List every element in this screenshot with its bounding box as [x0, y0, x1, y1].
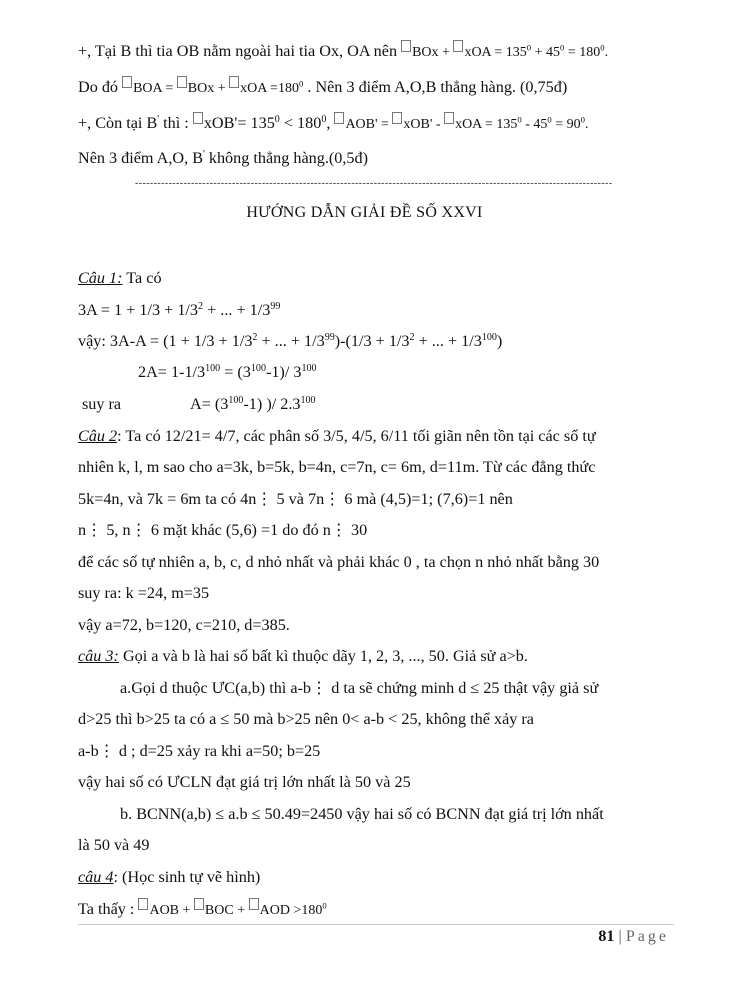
equation-line — [78, 300, 280, 320]
text: -1)/ 3 — [265, 363, 302, 381]
degree-sup: 0 — [600, 42, 605, 53]
question-2-label: Câu 2 — [78, 427, 118, 445]
degree-sup: 0 — [322, 900, 327, 911]
text: + ... + 1/3 — [203, 301, 271, 319]
angle-icon — [229, 76, 239, 88]
text-line: d>25 thì b>25 ta có a ≤ 50 mà b>25 nên 0< a-b < 25, không thể xảy ra — [78, 710, 534, 728]
text: BOx + — [187, 81, 230, 96]
text: BOC + — [204, 903, 249, 918]
exponent: 2 — [198, 300, 204, 312]
equation-line — [138, 362, 317, 382]
page-label: Page — [625, 928, 669, 945]
text: +, Còn tại B — [78, 114, 158, 132]
degree-sup: 0 — [517, 114, 522, 125]
degree-sup: 0 — [560, 42, 565, 53]
equation-line — [190, 394, 316, 414]
text-line: suy ra: k =24, m=35 — [78, 584, 210, 602]
text-line: vậy hai số có ƯCLN đạt giá trị lớn nhất là 50 và 25 — [78, 773, 411, 791]
text: )-(1/3 + 1/3 — [334, 332, 410, 350]
text: : (Học sinh tự vẽ hình) — [113, 868, 261, 886]
text: A= (3 — [190, 395, 229, 413]
footer-separator: | — [618, 928, 622, 945]
line-4 — [78, 148, 368, 168]
prime-sup: ' — [203, 148, 205, 160]
angle-icon — [177, 76, 187, 88]
exponent: 100 — [228, 394, 244, 406]
exponent: 100 — [301, 362, 317, 374]
text: xOA = 135 — [464, 45, 527, 60]
text: Do đó — [78, 78, 123, 96]
question-3-line — [78, 646, 528, 666]
footer-rule — [78, 924, 674, 925]
question-4-label: câu 4 — [78, 868, 114, 886]
degree-sup: 0 — [547, 114, 552, 125]
text: Ta thấy : — [78, 900, 139, 918]
text: + 45 — [531, 45, 561, 60]
text: AOD >180 — [259, 903, 323, 918]
text-line: a.Gọi d thuộc ƯC(a,b) thì a-b⋮ d ta sẽ chứng minh d ≤ 25 thật vậy giả sử — [120, 679, 599, 697]
line-3: +, Còn tại B' thì : $xOB'= 135^0 < 180^0$, AOB' = xOB' - xOA = $135^0 - 45^0 = 90^0$. — [78, 113, 589, 132]
equation-line — [78, 898, 327, 921]
exponent: 100 — [300, 394, 316, 406]
degree-sup: 0 — [274, 113, 280, 125]
exponent: 100 — [205, 362, 221, 374]
exponent: 2 — [252, 331, 258, 343]
text: +, Tại B thì tia OB nằm ngoài hai tia Ox, OA nên — [78, 42, 402, 60]
angle-icon — [401, 40, 411, 52]
text: < 180 — [279, 114, 322, 132]
text: không thẳng hàng.(0,5đ) — [204, 149, 369, 167]
text: -1) )/ 2.3 — [243, 395, 301, 413]
section-heading: HƯỚNG DẪN GIẢI ĐỀ SỐ XXVI — [246, 204, 483, 221]
text: . Nên 3 điểm A,O,B thẳng hàng. (0,75đ) — [303, 78, 568, 96]
exponent: 100 — [481, 331, 497, 343]
text: AOB + — [149, 903, 194, 918]
text-line: nhiên k, l, m sao cho a=3k, b=5k, b=4n, c=7n, c= 6m, d=11m. Từ các đẳng thức — [78, 458, 596, 476]
line-2 — [78, 76, 567, 99]
text: AOB' = — [345, 117, 393, 132]
angle-icon — [194, 898, 204, 910]
text: ) — [496, 332, 503, 350]
angle-icon — [334, 112, 344, 124]
text-line: a-b⋮ d ; d=25 xảy ra khi a=50; b=25 — [78, 742, 321, 760]
equation-line — [82, 394, 121, 414]
text: + ... + 1/3 — [257, 332, 325, 350]
text: 2A= 1-1/3 — [138, 363, 206, 381]
text-line: để các số tự nhiên a, b, c, d nhỏ nhất và phải khác 0 , ta chọn n nhỏ nhất bằng 30 — [78, 553, 600, 571]
text-line: vậy a=72, b=120, c=210, d=385. — [78, 616, 290, 634]
degree-sup: 0 — [580, 114, 586, 125]
angle-icon — [444, 112, 454, 124]
text: xOA = 135 — [455, 117, 518, 132]
text: xOB' - — [403, 117, 445, 132]
question-1-line — [78, 268, 162, 288]
separator-line: -------------------------------------------------------------------------------------------------------------------------------- — [135, 178, 613, 189]
exponent: 99 — [324, 331, 335, 343]
text: , — [326, 114, 335, 132]
angle-icon — [193, 112, 203, 124]
text: vậy: 3A-A = (1 + 1/3 + 1/3 — [78, 332, 253, 350]
text: BOA = — [133, 81, 177, 96]
angle-icon — [392, 112, 402, 124]
degree-sup: 0 — [321, 113, 327, 125]
page-footer — [598, 928, 669, 946]
angle-icon — [249, 898, 259, 910]
text: xOB'= 135 — [203, 114, 275, 132]
prime-sup: ' — [157, 113, 160, 125]
text: = 90 — [551, 117, 581, 132]
text-line: 5k=4n, và 7k = 6m ta có 4n⋮ 5 và 7n⋮ 6 mà (4,5)=1; (7,6)=1 nên — [78, 490, 513, 508]
text: Ta có — [122, 269, 162, 287]
text: - 45 — [521, 117, 548, 132]
text: = 180 — [564, 45, 601, 60]
text: thì : — [159, 114, 193, 132]
degree-sup: 0 — [298, 78, 304, 89]
equation-line — [78, 331, 502, 351]
angle-icon — [453, 40, 463, 52]
angle-icon — [138, 898, 148, 910]
exponent: 100 — [250, 362, 266, 374]
text-line: là 50 và 49 — [78, 836, 150, 854]
degree-sup: 0 — [526, 42, 532, 53]
text: suy ra — [82, 395, 122, 413]
text: + ... + 1/3 — [414, 332, 482, 350]
text-line: b. BCNN(a,b) ≤ a.b ≤ 50.49=2450 vậy hai số có BCNN đạt giá trị lớn nhất — [120, 805, 604, 823]
text: Nên 3 điểm A,O, B — [78, 149, 203, 167]
question-2-line — [78, 426, 596, 446]
question-3-label: câu 3: — [78, 647, 119, 665]
text: BOx + — [412, 45, 454, 60]
line-1: +, Tại B thì tia OB nằm ngoài hai tia Ox, OA nên BOx + xOA = $135^0 + 45^0 = 180^0$. — [78, 42, 609, 60]
text: Gọi a và b là hai số bất kì thuộc dãy 1, 2, 3, ..., 50. Giả sử a>b. — [118, 647, 528, 665]
text: 3A = 1 + 1/3 + 1/3 — [78, 301, 199, 319]
angle-icon — [122, 76, 132, 88]
question-4-line — [78, 867, 260, 887]
exponent: 99 — [270, 300, 281, 312]
page-number: 81 — [598, 928, 615, 945]
text-line: n⋮ 5, n⋮ 6 mặt khác (5,6) =1 do đó n⋮ 30 — [78, 521, 368, 539]
text: : Ta có 12/21= 4/7, các phân số 3/5, 4/5, 6/11 tối giãn nên tồn tại các số tự — [117, 427, 596, 445]
question-1-label: Câu 1: — [78, 269, 123, 287]
exponent: 2 — [409, 331, 415, 343]
text: xOA =180 — [240, 81, 299, 96]
text: = (3 — [220, 363, 251, 381]
